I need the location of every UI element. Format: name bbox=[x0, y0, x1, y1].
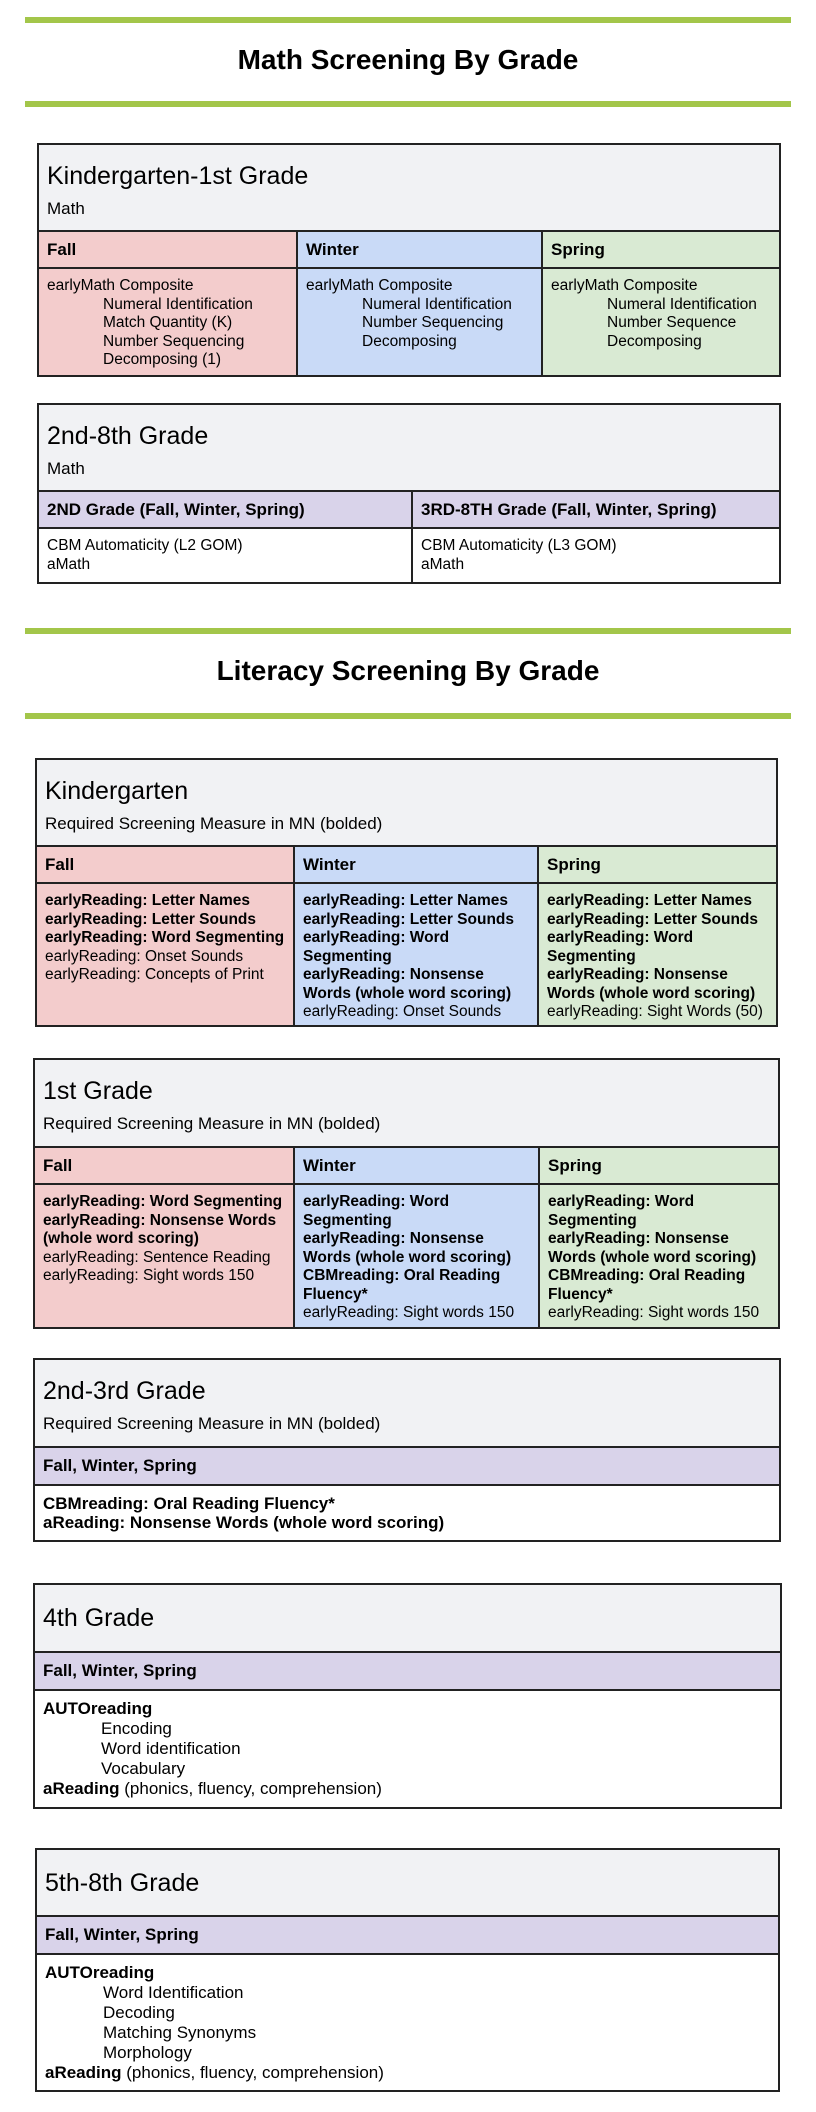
list-item: Matching Synonyms bbox=[103, 2023, 257, 2042]
math-k1-header bbox=[39, 145, 779, 232]
list-item: earlyReading: Sight Words (50) bbox=[547, 1003, 763, 1020]
list-item: earlyReading: Sight words 150 bbox=[548, 1304, 760, 1321]
lit-g1-title: 1st Grade bbox=[43, 1077, 153, 1105]
list-item: Numeral Identification bbox=[362, 295, 512, 313]
list-item: Match Quantity (K) bbox=[103, 314, 233, 331]
lit-k-header bbox=[37, 760, 776, 847]
list-item: earlyReading: Onset Sounds bbox=[303, 1003, 502, 1020]
math-k1-winter-col bbox=[298, 232, 543, 375]
math-g28-col2-label: 3RD-8TH Grade (Fall, Winter, Spring) bbox=[413, 492, 779, 529]
lit-g1-header bbox=[35, 1060, 778, 1148]
list-item: earlyReading: Word Segmenting bbox=[548, 1193, 695, 1229]
lit-g1-fall-col bbox=[35, 1148, 295, 1327]
lit-g1-winter-label: Winter bbox=[295, 1148, 538, 1185]
list-item bbox=[43, 1779, 772, 1799]
lit-g58-header bbox=[37, 1850, 778, 1917]
math-k1-title: Kindergarten-1st Grade bbox=[47, 162, 309, 190]
list-item: earlyReading: Nonsense Words (whole word scoring) bbox=[548, 1230, 757, 1266]
list-item: earlyReading: Letter Names bbox=[547, 892, 753, 909]
list-item: CBMreading: Oral Reading Fluency* bbox=[303, 1267, 501, 1303]
list-item: Decomposing (1) bbox=[103, 351, 222, 368]
lit-k-title: Kindergarten bbox=[45, 777, 189, 805]
list-item: Number Sequencing bbox=[362, 314, 504, 331]
math-k1-subtitle: Math bbox=[47, 199, 85, 218]
math-k1-fall-main: earlyMath Composite bbox=[47, 277, 194, 294]
math-g28-header bbox=[39, 405, 779, 492]
math-g28-title: 2nd-8th Grade bbox=[47, 422, 209, 450]
list-item: Numeral Identification bbox=[103, 295, 253, 313]
list-item bbox=[45, 2063, 770, 2083]
top-rule bbox=[25, 17, 791, 23]
lit-g23-subtitle: Required Screening Measure in MN (bolded) bbox=[43, 1414, 381, 1433]
list-item: Decomposing bbox=[607, 332, 702, 350]
list-item: earlyReading: Nonsense Words (whole word scoring) bbox=[303, 1230, 512, 1266]
math-k1-spring-main: earlyMath Composite bbox=[551, 277, 698, 294]
list-item: CBMreading: Oral Reading Fluency* bbox=[548, 1267, 746, 1303]
list-item: Vocabulary bbox=[101, 1759, 186, 1778]
list-item: earlyReading: Nonsense Words (whole word scoring) bbox=[303, 966, 512, 1002]
list-item: Numeral Identification bbox=[607, 295, 757, 313]
lit-g1-subtitle: Required Screening Measure in MN (bolded) bbox=[43, 1114, 381, 1133]
math-k1-fall-label: Fall bbox=[39, 232, 296, 269]
lit-g4-header bbox=[35, 1585, 780, 1653]
lit-g23-label: Fall, Winter, Spring bbox=[35, 1448, 779, 1486]
lit-g58-label: Fall, Winter, Spring bbox=[37, 1917, 778, 1955]
list-item: earlyReading: Word Segmenting bbox=[547, 929, 694, 965]
list-item: Word Identification bbox=[103, 1983, 244, 2002]
list-item: Number Sequence bbox=[607, 314, 737, 331]
areading-label: aReading bbox=[43, 1779, 120, 1798]
list-item: earlyReading: Sentence Reading bbox=[43, 1248, 271, 1266]
lit-g4-title: 4th Grade bbox=[43, 1604, 155, 1632]
math-k1-table bbox=[37, 143, 781, 377]
math-g28-col1-label: 2ND Grade (Fall, Winter, Spring) bbox=[39, 492, 411, 529]
list-item: earlyReading: Nonsense Words (whole word scoring) bbox=[547, 966, 756, 1002]
list-item: earlyReading: Word Segmenting bbox=[303, 1193, 450, 1229]
list-item: Encoding bbox=[101, 1719, 172, 1738]
literacy-title: Literacy Screening By Grade bbox=[216, 655, 600, 686]
list-item: AUTOreading bbox=[43, 1699, 153, 1718]
lit-g58-title: 5th-8th Grade bbox=[45, 1869, 200, 1897]
lit-g23-table bbox=[33, 1358, 781, 1542]
math-g28-subtitle: Math bbox=[47, 459, 85, 478]
lit-k-table bbox=[35, 758, 778, 1027]
list-item: AUTOreading bbox=[45, 1963, 155, 1982]
math-k1-winter-label: Winter bbox=[298, 232, 541, 269]
list-item: Morphology bbox=[103, 2043, 192, 2062]
lit-g1-winter-col bbox=[295, 1148, 540, 1327]
list-item: earlyReading: Concepts of Print bbox=[45, 966, 264, 983]
list-item: CBMreading: Oral Reading Fluency* bbox=[43, 1494, 335, 1513]
lit-k-fall-label: Fall bbox=[37, 847, 293, 884]
lit-k-fall-col bbox=[37, 847, 295, 1025]
list-item: CBM Automaticity (L2 GOM) bbox=[47, 537, 243, 554]
lit-k-subtitle: Required Screening Measure in MN (bolded) bbox=[45, 814, 383, 833]
list-item: aReading: Nonsense Words (whole word scoring) bbox=[43, 1513, 445, 1532]
list-item: earlyReading: Onset Sounds bbox=[45, 947, 244, 965]
list-item: Decoding bbox=[103, 2003, 175, 2022]
list-item: aMath bbox=[421, 555, 465, 573]
list-item: earlyReading: Word Segmenting bbox=[303, 929, 450, 965]
list-item: earlyReading: Letter Names bbox=[45, 892, 251, 909]
list-item: Number Sequencing bbox=[103, 332, 245, 350]
lit-g23-title: 2nd-3rd Grade bbox=[43, 1377, 206, 1405]
list-item: earlyReading: Letter Sounds bbox=[547, 910, 759, 928]
list-item: earlyReading: Nonsense Words (whole word scoring) bbox=[43, 1211, 277, 1247]
lit-k-spring-col bbox=[539, 847, 776, 1025]
lit-g4-table bbox=[33, 1583, 782, 1809]
list-item: CBM Automaticity (L3 GOM) bbox=[421, 537, 617, 554]
areading-detail: (phonics, fluency, comprehension) bbox=[119, 1779, 382, 1798]
list-item: earlyReading: Word Segmenting bbox=[43, 1193, 283, 1210]
lit-g58-table bbox=[35, 1848, 780, 2092]
math-g28-col2 bbox=[413, 492, 779, 582]
math-k1-spring-label: Spring bbox=[543, 232, 779, 269]
math-title: Math Screening By Grade bbox=[237, 44, 579, 75]
lit-k-winter-col bbox=[295, 847, 539, 1025]
math-k1-fall-col bbox=[39, 232, 298, 375]
list-item: earlyReading: Sight words 150 bbox=[303, 1304, 515, 1321]
list-item: earlyReading: Letter Sounds bbox=[45, 910, 257, 928]
lit-g1-spring-col bbox=[540, 1148, 778, 1327]
list-item: Word identification bbox=[101, 1739, 241, 1758]
math-g28-col1 bbox=[39, 492, 413, 582]
lit-g23-header bbox=[35, 1360, 779, 1448]
list-item: earlyReading: Sight words 150 bbox=[43, 1267, 255, 1284]
lit-k-winter-label: Winter bbox=[295, 847, 537, 884]
areading-label: aReading bbox=[45, 2063, 122, 2082]
list-item: aMath bbox=[47, 555, 91, 573]
lit-k-spring-label: Spring bbox=[539, 847, 776, 884]
math-title-rule bbox=[25, 101, 791, 107]
math-k1-winter-main: earlyMath Composite bbox=[306, 277, 453, 294]
lit-g4-label: Fall, Winter, Spring bbox=[35, 1653, 780, 1691]
literacy-top-rule bbox=[25, 628, 791, 634]
lit-g1-fall-label: Fall bbox=[35, 1148, 293, 1185]
list-item: Decomposing bbox=[362, 332, 457, 350]
lit-g1-spring-label: Spring bbox=[540, 1148, 778, 1185]
lit-g1-table bbox=[33, 1058, 780, 1329]
areading-detail: (phonics, fluency, comprehension) bbox=[121, 2063, 384, 2082]
math-g28-table bbox=[37, 403, 781, 584]
list-item: earlyReading: Word Segmenting bbox=[45, 929, 285, 946]
literacy-title-rule bbox=[25, 713, 791, 719]
list-item: earlyReading: Letter Names bbox=[303, 892, 509, 909]
math-k1-spring-col bbox=[543, 232, 779, 375]
list-item: earlyReading: Letter Sounds bbox=[303, 910, 515, 928]
